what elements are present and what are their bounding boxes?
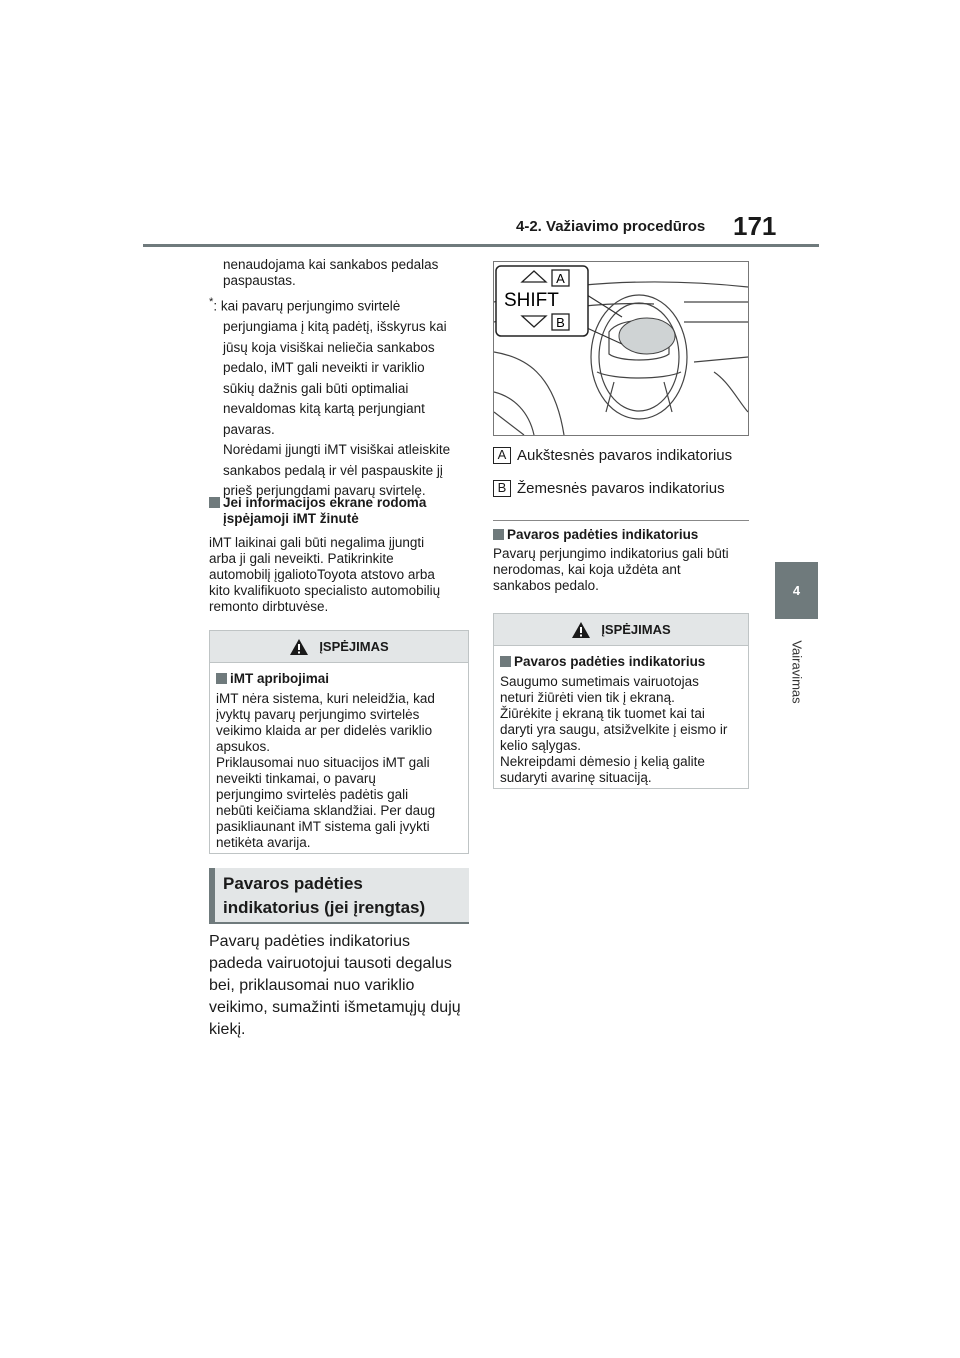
bullet-square-icon [216,673,227,684]
subhead-imt-message: Jei informacijos ekrane rodoma įspėjamoji iMT žinutė [209,495,474,527]
footnote: *: kai pavarų perjungimo svirtelė perjungiama į kitą padėtį, išskyrus kai jūsų koja visiškai neliečia sankabos pedalo, iMT gali neveikti ir variklio sūkių dažnis gali būti optimaliai nevaldomas kitą kartą perjungiant pavaras. Norėdami įjungti iMT visiškai atleiskite sankabos pedalą ir vėl paspauskite jį prieš perjungdami pavarų svirtelę. [209,296,451,498]
gear-indicator-paragraph: Pavarų perjungimo indikatorius gali būti nerodomas, kai koja uždėta ant sankabos pedalo. [493,546,729,593]
warning-box-gear-indicator: ĮSPĖJIMAS Pavaros padėties indikatorius Saugumo sumetimais vairuotojas neturi žiūrėti vien tik į ekraną. Žiūrėkite į ekraną tik tuomet kai tai daryti yra saugu, atsižvelkite į eismo ir kelio sąlygas. Nekreipdami dėmesio į kelią galite sudaryti avarinę situaciją. [493,613,749,789]
callout-a-label: A [556,271,565,286]
warning-box-imt: ĮSPĖJIMAS iMT apribojimai iMT nėra sistema, kuri neleidžia, kad įvyktų pavarų perjungimo svirtelės veikimo klaida ar per didelės variklio apsukos. Priklausomai nuo situacijos iMT gali neveikti tinkamai, o pavarų perjungimo svirtelės padėtis gali nebūti keičiama sklandžiai. Per daug pasikliaunant iMT sistema gali įvykti netikėta avarija. [209,630,469,854]
chapter-tab[interactable]: 4 [775,562,818,619]
callout-b-label: B [556,315,565,330]
section-header: 4-2. Važiavimo procedūros [516,218,706,235]
legend-item-a: A Aukštesnės pavaros indikatorius [493,446,763,466]
header-divider [143,244,819,247]
chapter-title-vertical: Vairavimas [789,640,805,704]
warning-title: ĮSPĖJIMAS [319,639,389,654]
warning-triangle-icon [289,638,309,656]
divider [493,520,749,521]
page-number: 171 [733,211,777,241]
warning-triangle-icon [571,621,591,639]
subhead-gear-indicator: Pavaros padėties indikatorius [493,527,753,543]
legend-item-b: B Žemesnės pavaros indikatorius [493,479,763,499]
shift-indicator-figure [493,261,749,436]
shift-label: SHIFT [504,290,559,311]
imt-message-paragraph: iMT laikinai gali būti negalima įjungti arba ji gali neveikti. Patikrinkite automobilį įgaliotoToyota atstovo arba kito kvalifikuoto specialisto automobilių remonto dirbtuvėse. [209,535,441,614]
bullet-square-icon [493,529,504,540]
bullet-square-icon [209,497,220,508]
dashboard-illustration [494,262,748,435]
section-heading: Pavaros padėties indikatorius (jei įrengtas) [209,868,469,924]
continued-paragraph: nenaudojama kai sankabos pedalas paspaustas. [223,257,439,288]
footnote-mark: * [209,296,214,308]
section-body-paragraph: Pavarų padėties indikatorius padeda vairuotojui tausoti degalus bei, priklausomai nuo variklio veikimo, sumažinti išmetamųjų dujų kiekį. [209,933,461,1038]
bullet-square-icon [500,656,511,667]
warning-title: ĮSPĖJIMAS [601,622,671,637]
